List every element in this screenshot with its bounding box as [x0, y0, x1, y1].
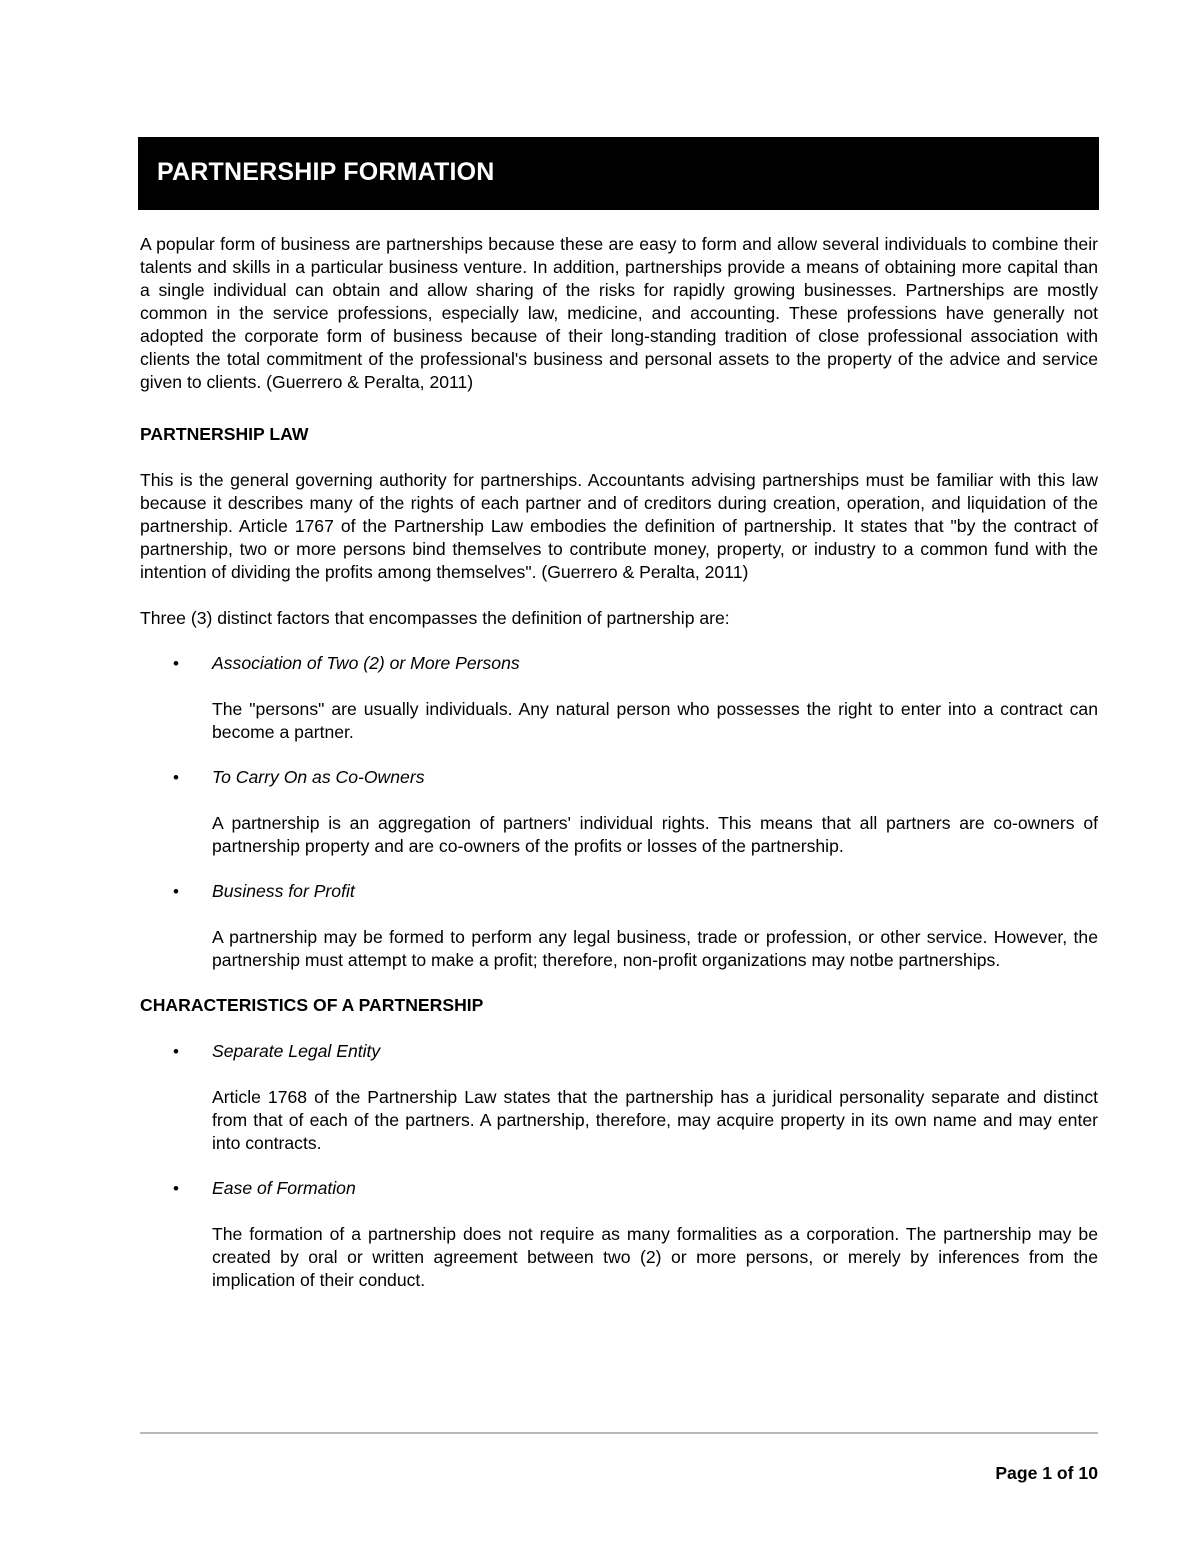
intro-paragraph: A popular form of business are partnerships because these are easy to form and allow several individuals to combine their talents and skills in a particular business venture. In addition, partnerships provide a means of obtaining more capital than a single individual can obtain and allow sharing of the risks for rapidly growing businesses. Partnerships are mostly common in the service professions, especially law, medicine, and accounting. These professions have generally not adopted the corporate form of business because of their long-standing tradition of close professional association with clients the total commitment of the professional's business and personal assets to the property of the advice and service given to clients. (Guerrero & Peralta, 2011)	[140, 234, 1098, 392]
list-item	[140, 880, 1098, 972]
characteristic-description: The formation of a partnership does not require as many formalities as a corporation. The partnership may be created by oral or written agreement between two (2) or more persons, or merely by inferences from the implication of their conduct.	[212, 1224, 1098, 1290]
bullet-icon: •	[173, 882, 179, 901]
factors-list	[140, 652, 1098, 972]
characteristic-title: Ease of Formation	[212, 1178, 356, 1198]
page-number: Page 1 of 10	[995, 1463, 1098, 1483]
footer-divider	[140, 1432, 1098, 1434]
characteristics-heading: CHARACTERISTICS OF A PARTNERSHIP	[140, 995, 484, 1015]
bullet-icon: •	[173, 768, 179, 787]
factor-description: A partnership is an aggregation of partners' individual rights. This means that all partners are co-owners of partnership property and are co-owners of the profits or losses of the partnership.	[212, 813, 1098, 856]
partnership-law-heading: PARTNERSHIP LAW	[140, 424, 309, 444]
factor-title: Business for Profit	[212, 881, 355, 901]
factor-description: The "persons" are usually individuals. Any natural person who possesses the right to enter into a contract can become a partner.	[212, 699, 1098, 742]
characteristic-description: Article 1768 of the Partnership Law states that the partnership has a juridical personality separate and distinct from that of each of the partners. A partnership, therefore, may acquire property in its own name and may enter into contracts.	[212, 1087, 1098, 1153]
factors-intro: Three (3) distinct factors that encompasses the definition of partnership are:	[140, 608, 730, 628]
factor-description: A partnership may be formed to perform any legal business, trade or profession, or other service. However, the partnership must attempt to make a profit; therefore, non-profit organizations may notbe partnerships.	[212, 927, 1098, 970]
factor-title: Association of Two (2) or More Persons	[212, 653, 520, 673]
bullet-icon: •	[173, 1042, 179, 1061]
bullet-icon: •	[173, 1179, 179, 1198]
characteristics-list	[140, 1040, 1098, 1292]
list-item	[140, 766, 1098, 858]
factor-title: To Carry On as Co-Owners	[212, 767, 425, 787]
partnership-law-paragraph: This is the general governing authority for partnerships. Accountants advising partnerships must be familiar with this law because it describes many of the rights of each partner and of creditors during creation, operation, and liquidation of the partnership. Article 1767 of the Partnership Law embodies the definition of partnership. It states that "by the contract of partnership, two or more persons bind themselves to contribute money, property, or industry to a common fund with the intention of dividing the profits among themselves". (Guerrero & Peralta, 2011)	[140, 470, 1098, 582]
bullet-icon: •	[173, 654, 179, 673]
list-item	[140, 1040, 1098, 1155]
page-title: PARTNERSHIP FORMATION	[157, 158, 495, 186]
title-banner	[138, 137, 1099, 210]
list-item	[140, 652, 1098, 744]
list-item	[140, 1177, 1098, 1292]
document-body	[140, 233, 1098, 1292]
characteristic-title: Separate Legal Entity	[212, 1041, 381, 1061]
